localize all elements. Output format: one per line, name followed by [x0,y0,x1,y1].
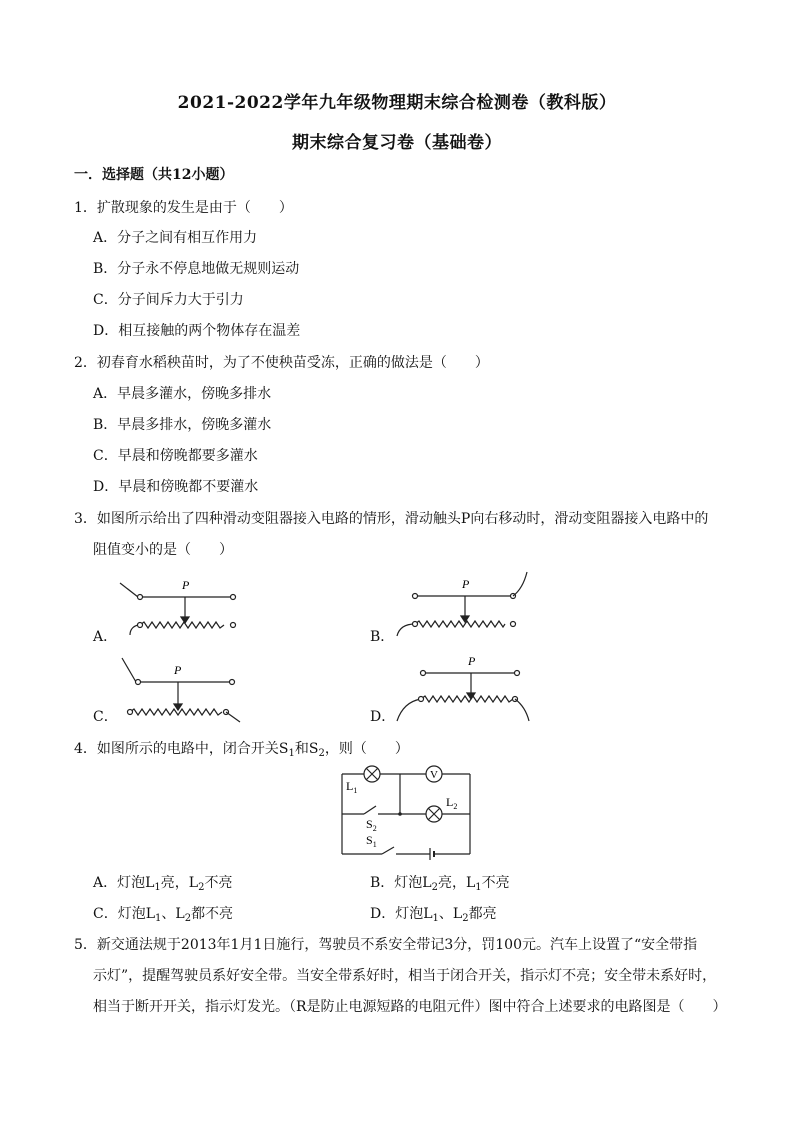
q3-stem-line1: 3．如图所示给出了四种滑动变阻器接入电路的情形，滑动触头P向右移动时，滑动变阻器接入电路中的 [74,511,709,527]
slider-p-label: P [174,663,182,677]
lamp-l1-label: $L_1$ [346,779,358,795]
q4-option-b: B．灯泡$L_2$亮，$L_1$不亮 [370,875,510,893]
q1-stem: 1．扩散现象的发生是由于（ ） [74,200,293,216]
q2-option-a: A．早晨多灌水，傍晚多排水 [93,386,272,402]
voltmeter-label: V [430,769,438,781]
rheostat-diagram-c [116,656,246,726]
q3-label-b: B． [370,629,395,645]
q1-option-d: D．相互接触的两个物体存在温差 [93,323,301,339]
slider-p-label: P [468,654,476,668]
q5-line3: 相当于断开开关，指示灯发光。（R是防止电源短路的电阻元件）图中符合上述要求的电路图是（ ） [93,999,727,1015]
q2-stem: 2．初春育水稻秧苗时，为了不使秧苗受冻，正确的做法是（ ） [74,355,489,371]
slider-p-label: P [462,577,470,591]
slider-p-label: P [182,578,190,592]
rheostat-diagram-b [393,570,533,640]
q2-option-b: B．早晨多排水，傍晚多灌水 [93,417,272,433]
q3-label-a: A． [93,629,118,645]
exam-subtitle: 期末综合复习卷（基础卷） [292,133,502,153]
switch-s1-label: $S_1$ [366,833,377,849]
exam-title: 2021-2022学年九年级物理期末综合检测卷（教科版） [177,93,617,113]
circuit-diagram-q4 [330,762,480,862]
section-heading: 一．选择题（共12小题） [74,167,234,183]
q3-label-d: D． [370,709,396,725]
q2-option-c: C．早晨和傍晚都要多灌水 [93,448,258,464]
rheostat-diagram-d [393,653,533,725]
q1-option-a: A．分子之间有相互作用力 [93,230,258,246]
q2-option-d: D．早晨和傍晚都不要灌水 [93,479,259,495]
switch-s2-label: $S_2$ [366,817,377,833]
q4-option-c: C．灯泡$L_1$、$L_2$都不亮 [93,906,234,924]
q4-option-a: A．灯泡$L_1$亮，$L_2$不亮 [93,875,233,893]
q4-option-d: D．灯泡$L_1$、$L_2$都亮 [370,906,497,924]
q3-stem-line2: 阻值变小的是（ ） [93,542,233,558]
q5-line2: 示灯”，提醒驾驶员系好安全带。当安全带系好时，相当于闭合开关，指示灯不亮；安全带未系好时， [93,968,717,984]
q5-line1: 5．新交通法规于2013年1月1日施行，驾驶员不系安全带记3分，罚100元。汽车上设置了“安全带指 [74,937,698,953]
q4-stem: 4．如图所示的电路中，闭合开关$S_1$和$S_2$，则（ ） [74,741,409,759]
q1-option-b: B．分子永不停息地做无规则运动 [93,261,300,277]
q3-label-c: C． [93,709,118,725]
q1-option-c: C．分子间斥力大于引力 [93,292,244,308]
rheostat-diagram-a [118,575,248,640]
lamp-l2-label: $L_2$ [446,795,458,811]
